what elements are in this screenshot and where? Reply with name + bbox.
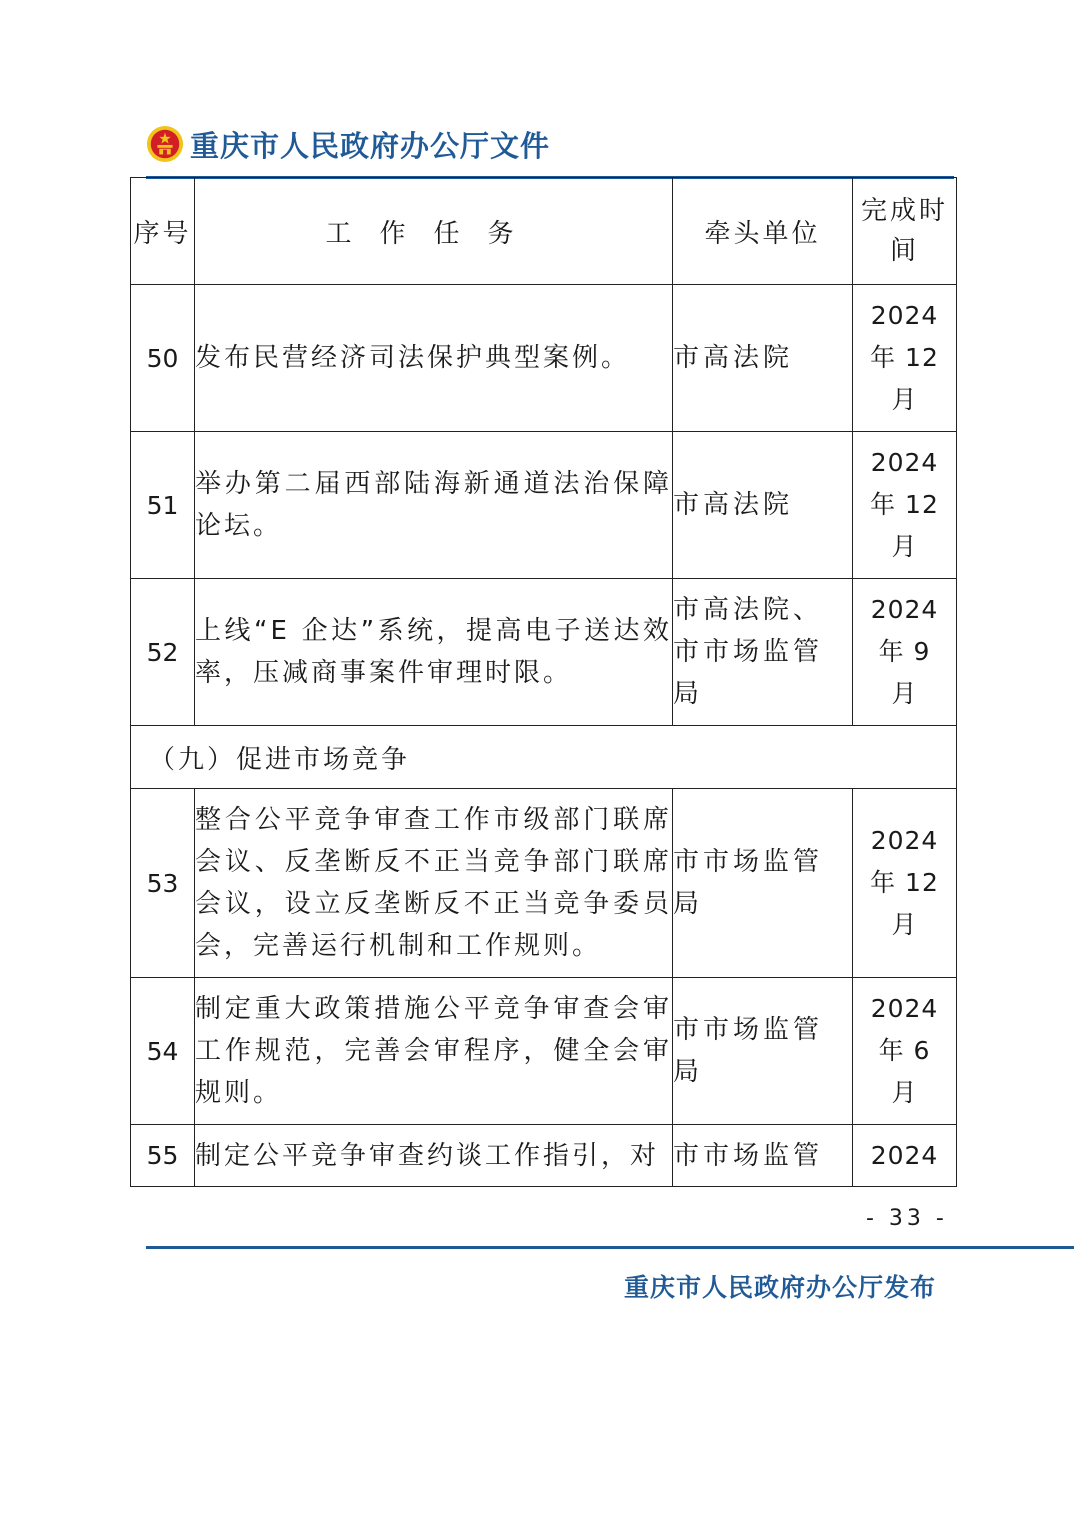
row-unit: 市高法院、市市场监管局 [673, 579, 853, 726]
row-task: 上线“E 企达”系统，提高电子送达效率，压减商事案件审理时限。 [195, 579, 673, 726]
time-unit: 月 [891, 385, 918, 414]
row-time [853, 432, 957, 579]
time-month: 年 6 [878, 1036, 931, 1065]
table-row [131, 789, 957, 978]
time-unit: 月 [891, 679, 918, 708]
section-title: （九）促进市场竞争 [131, 726, 957, 789]
time-year: 2024 [870, 301, 939, 330]
row-task: 整合公平竞争审查工作市级部门联席会议、反垄断反不正当竞争部门联席会议，设立反垄断反不正当竞争委员会，完善运行机制和工作规则。 [195, 789, 673, 978]
row-task: 发布民营经济司法保护典型案例。 [195, 285, 673, 432]
time-year: 2024 [870, 595, 939, 624]
table-row [131, 285, 957, 432]
row-task: 制定重大政策措施公平竞争审查会审工作规范，完善会审程序，健全会审规则。 [195, 978, 673, 1125]
time-month: 年 12 [870, 868, 939, 897]
row-number: 50 [131, 285, 195, 432]
time-month: 年 9 [878, 637, 931, 666]
row-number: 52 [131, 579, 195, 726]
row-time [853, 579, 957, 726]
footer-divider [146, 1246, 1074, 1249]
row-time [853, 285, 957, 432]
header-task: 工作任务 [195, 178, 673, 285]
table-row [131, 579, 957, 726]
header-time-line2: 间 [889, 236, 919, 266]
row-task: 举办第二届西部陆海新通道法治保障论坛。 [195, 432, 673, 579]
time-year: 2024 [870, 448, 939, 477]
section-row [131, 726, 957, 789]
row-number: 53 [131, 789, 195, 978]
table-row [131, 1125, 957, 1187]
task-table [130, 177, 957, 1187]
row-number: 55 [131, 1125, 195, 1187]
page-number: - 33 - [866, 1206, 948, 1231]
row-unit: 市市场监管局 [673, 789, 853, 978]
table-row [131, 432, 957, 579]
row-time [853, 978, 957, 1125]
time-month: 年 12 [870, 343, 939, 372]
time-year: 2024 [870, 826, 939, 855]
footer-title: 重庆市人民政府办公厅发布 [624, 1273, 937, 1302]
time-year: 2024 [870, 1140, 939, 1170]
row-unit: 市高法院 [673, 285, 853, 432]
time-unit: 月 [891, 910, 918, 939]
row-time [853, 789, 957, 978]
national-emblem-icon [146, 125, 184, 163]
time-unit: 月 [891, 532, 918, 561]
row-time [853, 1125, 957, 1187]
document-header [146, 122, 550, 166]
header-title: 重庆市人民政府办公厅文件 [190, 128, 551, 163]
table-row [131, 978, 957, 1125]
header-time-line1: 完成时 [860, 196, 948, 226]
row-number: 51 [131, 432, 195, 579]
row-unit: 市市场监管局 [673, 978, 853, 1125]
table-header-row [131, 178, 957, 285]
header-unit: 牵头单位 [673, 178, 853, 285]
row-number: 54 [131, 978, 195, 1125]
time-year: 2024 [870, 994, 939, 1023]
header-time [853, 178, 957, 285]
row-unit: 市高法院 [673, 432, 853, 579]
row-unit: 市市场监管 [673, 1125, 853, 1187]
time-unit: 月 [891, 1078, 918, 1107]
row-task: 制定公平竞争审查约谈工作指引，对 [195, 1125, 673, 1187]
header-no: 序号 [131, 178, 195, 285]
time-month: 年 12 [870, 490, 939, 519]
